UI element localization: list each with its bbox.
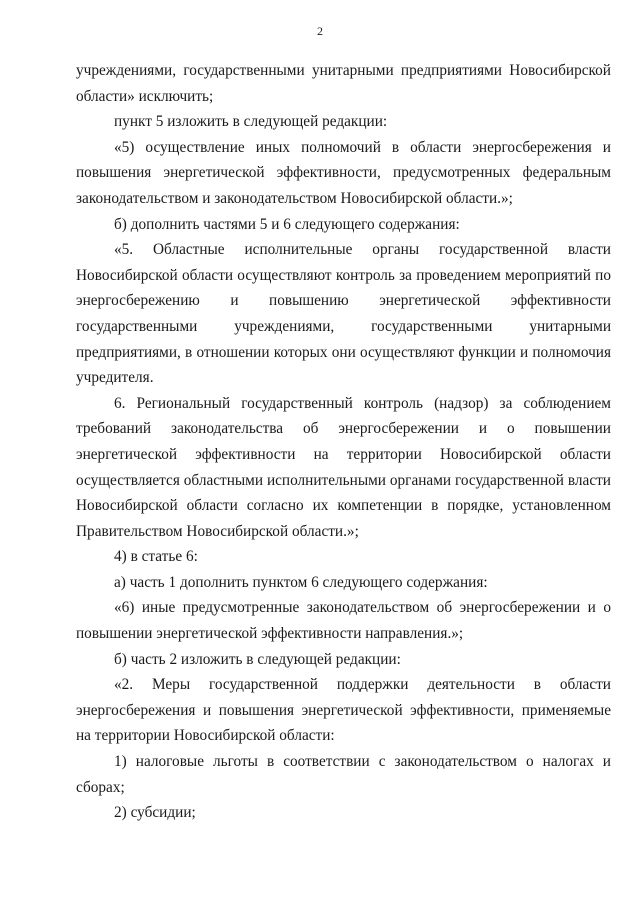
paragraph: пункт 5 изложить в следующей редакции: <box>114 113 388 131</box>
paragraph: учреждениями, государственными унитарными предприятиями Новосибирской области» исключить; <box>76 62 611 105</box>
paragraph: «5) осуществление иных полномочий в области энергосбережения и повышения энергетической эффективности, предусмотренных федеральным законодательством и законодательством Новосибирской области.»; <box>76 138 611 207</box>
paragraph: 2) субсидии; <box>114 804 196 822</box>
document-body <box>76 58 611 826</box>
paragraph: а) часть 1 дополнить пунктом 6 следующего содержания: <box>114 573 488 591</box>
page-number: 2 <box>317 24 323 38</box>
paragraph: 6. Региональный государственный контроль (надзор) за соблюдением требований законодательства об энергосбережении и о повышении энергетической эффективности на территории Новосибирской области осуществляется областными исполнительными органами государственной власти Новосибирской области согласно их компетенции в порядке, установленном Правительством Новосибирской области.»; <box>76 394 611 540</box>
paragraph: б) часть 2 изложить в следующей редакции: <box>114 650 401 668</box>
paragraph: 1) налоговые льготы в соответствии с законодательством о налогах и сборах; <box>76 753 611 796</box>
paragraph: 4) в статье 6: <box>114 548 198 566</box>
paragraph: «2. Меры государственной поддержки деятельности в области энергосбережения и повышения энергетической эффективности, применяемые на территории Новосибирской области: <box>76 676 611 745</box>
paragraph: «5. Областные исполнительные органы государственной власти Новосибирской области осуществляют контроль за проведением мероприятий по энергосбережению и повышению энергетической эффективности государственными учреждениями, государственными унитарными предприятиями, в отношении которых они осуществляют функции и полномочия учредителя. <box>76 241 611 387</box>
paragraph: б) дополнить частями 5 и 6 следующего содержания: <box>114 215 460 233</box>
paragraph: «6) иные предусмотренные законодательством об энергосбережении и о повышении энергетической эффективности направления.»; <box>76 599 611 643</box>
